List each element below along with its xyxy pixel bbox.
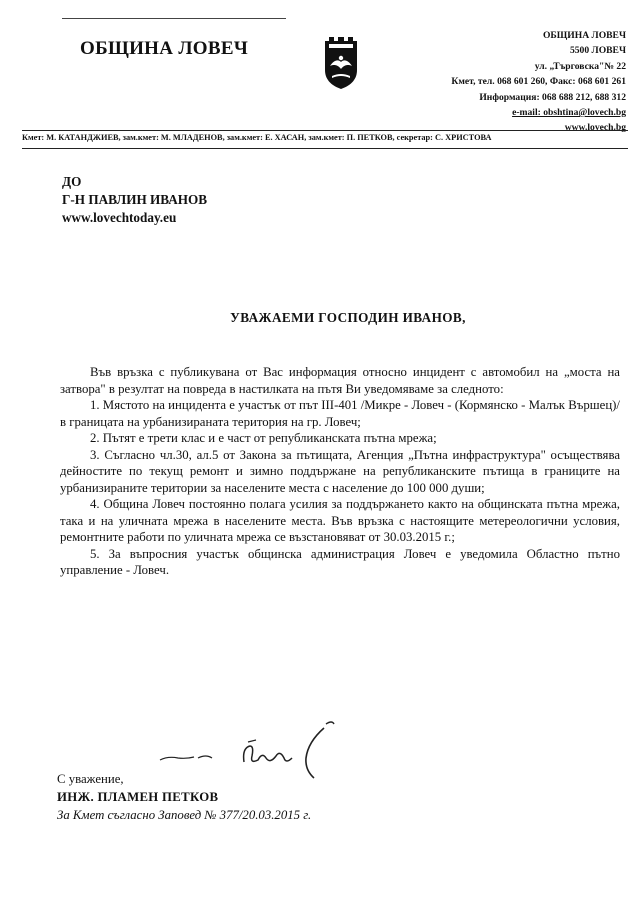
org-name: ОБЩИНА ЛОВЕЧ	[80, 38, 249, 59]
paragraph-item-4: 4. Община Ловеч постоянно полага усилия за поддържането както на общинската пътна мрежа, така и на уличната мрежа в населените места. Във връзка с настоящите метереологични условия, ремонтните работи по уличната мрежа се възстановяват от 30.03.2015 г.;	[60, 497, 620, 544]
contact-street: ул. „Търговска"№ 22	[534, 60, 626, 72]
contact-email[interactable]: e-mail: obshtina@lovech.bg	[512, 107, 626, 119]
letter-body	[60, 364, 620, 579]
recipient-site[interactable]: www.lovechtoday.eu	[62, 210, 177, 225]
recipient-to: ДО	[62, 174, 82, 189]
lovech-coat-of-arms-icon	[322, 36, 360, 90]
contact-postcode: 5500 ЛОВЕЧ	[569, 45, 626, 57]
recipient-block	[62, 173, 207, 227]
contact-block	[451, 28, 626, 136]
contact-org: ОБЩИНА ЛОВЕЧ	[542, 30, 626, 41]
paragraph-item-3: 3. Съгласно чл.30, ал.5 от Закона за пътищата, Агенция „Пътна инфраструктура" осъществява дейностите по текущ ремонт и зимно поддържане на републиканските пътища в границите на урбанизираните територии за населените места с население до 100 000 души;	[60, 447, 620, 495]
contact-website[interactable]: www.lovech.bg	[564, 122, 626, 134]
signer-name: ИНЖ. ПЛАМЕН ПЕТКОВ	[57, 790, 219, 804]
paragraph-item-2: 2. Пътят е трети клас и е част от републиканската пътна мрежа;	[90, 431, 437, 445]
salutation: УВАЖАЕМИ ГОСПОДИН ИВАНОВ,	[230, 310, 466, 325]
header-rule-upper	[22, 130, 628, 131]
contact-phone-fax: Кмет, тел. 068 601 260, Факс: 068 601 261	[451, 76, 626, 88]
paragraph-intro: Във връзка с публикувана от Вас информация относно инцидент с автомобил на „моста на затвора" в резултат на повреда в настилката на пътя Ви уведомяваме за следното:	[60, 365, 620, 396]
contact-info-phone: Информация: 068 688 212, 688 312	[479, 91, 626, 103]
signing-basis: За Кмет съгласно Заповед № 377/20.03.2015 г.	[57, 808, 312, 822]
header-rule-lower	[22, 148, 628, 149]
paragraph-item-1: 1. Мястото на инцидента е участък от път III-401 /Микре - Ловеч - (Кормянско - Малък Вършец)/ в границата на урбанизираната територия на гр. Ловеч;	[60, 398, 620, 429]
closing-block	[57, 770, 311, 824]
header-top-rule	[62, 18, 286, 19]
staff-line: Кмет: М. КАТАНДЖИЕВ, зам.кмет: М. МЛАДЕНОВ, зам.кмет: Е. ХАСАН, зам.кмет: П. ПЕТКОВ, секретар: С. ХРИСТОВА	[22, 133, 492, 142]
paragraph-item-5: 5. За въпросния участък общинска администрация Ловеч е уведомила Областно пътно управление - Ловеч.	[60, 546, 620, 577]
recipient-name: Г-Н ПАВЛИН ИВАНОВ	[62, 192, 208, 207]
closing-regards: С уважение,	[57, 772, 124, 786]
